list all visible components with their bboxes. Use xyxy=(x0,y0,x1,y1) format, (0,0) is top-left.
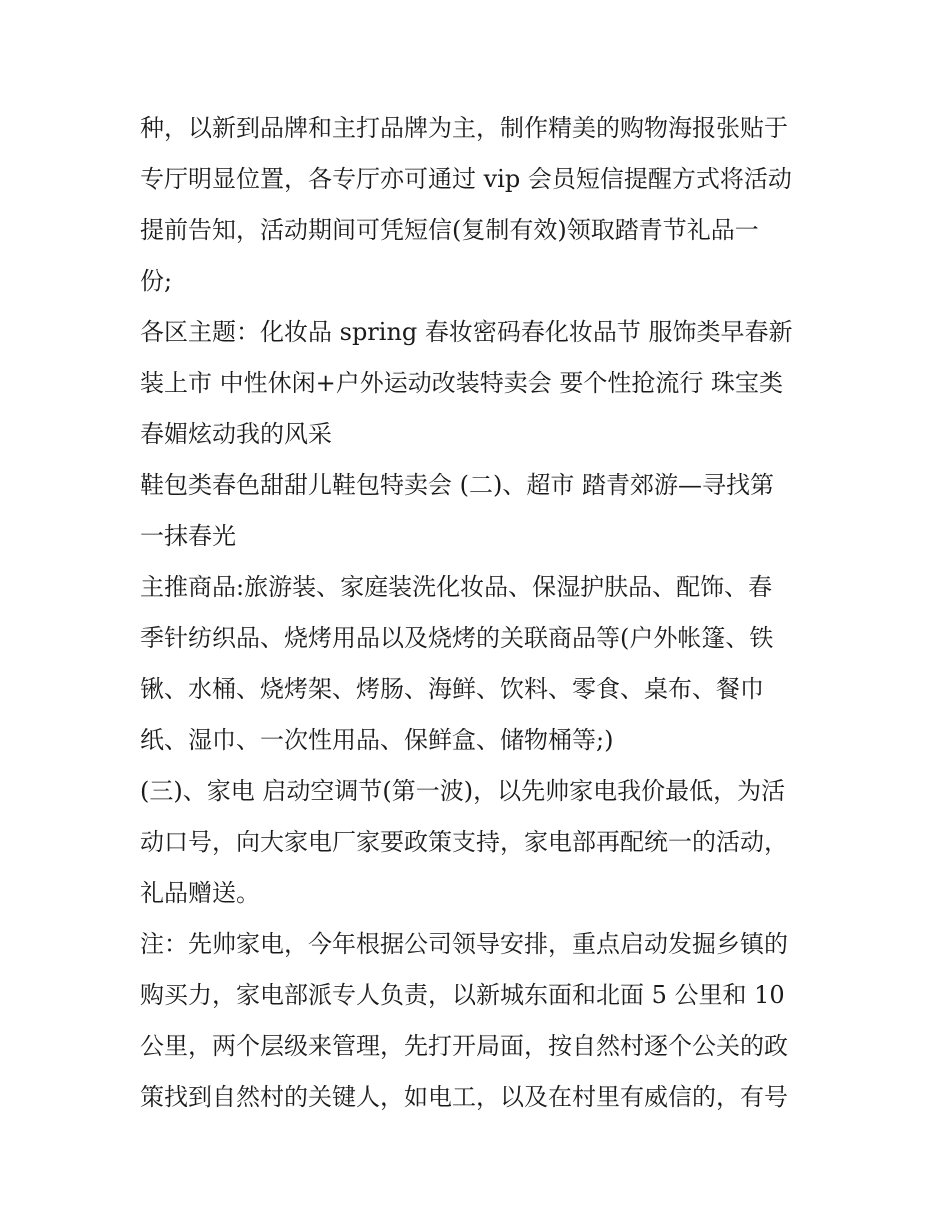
text-line: 锹、水桶、烧烤架、烤肠、海鲜、饮料、零食、桌布、餐巾 xyxy=(140,675,764,703)
text-line: 主推商品:旅游装、家庭装洗化妆品、保湿护肤品、配饰、春 xyxy=(140,573,773,601)
text-line: 提前告知，活动期间可凭短信(复制有效)领取踏青节礼品一 xyxy=(140,216,759,244)
text-line: 一抹春光 xyxy=(140,522,236,550)
text-line: 春媚炫动我的风采 xyxy=(140,420,332,448)
text-line: 注：先帅家电，今年根据公司领导安排，重点启动发掘乡镇的 xyxy=(140,930,788,958)
text-line: 各区主题：化妆品 spring 春妆密码春化妆品节 服饰类早春新 xyxy=(140,318,793,346)
text-line: 装上市 中性休闲+户外运动改装特卖会 要个性抢流行 珠宝类 xyxy=(140,369,783,397)
text-line: 专厅明显位置，各专厅亦可通过 vip 会员短信提醒方式将活动 xyxy=(140,165,792,193)
text-line: 购买力，家电部派专人负责，以新城东面和北面 5 公里和 10 xyxy=(140,981,785,1009)
text-line: 礼品赠送。 xyxy=(140,879,260,907)
text-line: 纸、湿巾、一次性用品、保鲜盒、储物桶等;) xyxy=(140,726,614,754)
text-line: 季针纺织品、烧烤用品以及烧烤的关联商品等(户外帐篷、铁 xyxy=(140,624,774,652)
text-line: 公里，两个层级来管理，先打开局面，按自然村逐个公关的政 xyxy=(140,1032,788,1060)
text-line: 份; xyxy=(140,267,173,295)
text-line: (三)、家电 启动空调节(第一波)，以先帅家电我价最低，为活 xyxy=(140,777,786,805)
text-line: 策找到自然村的关键人，如电工，以及在村里有威信的，有号 xyxy=(140,1083,788,1111)
text-line: 动口号，向大家电厂家要政策支持，家电部再配统一的活动， xyxy=(140,828,788,856)
document-body xyxy=(140,108,820,1128)
text-line: 种，以新到品牌和主打品牌为主，制作精美的购物海报张贴于 xyxy=(140,114,788,142)
text-line: 鞋包类春色甜甜儿鞋包特卖会 (二)、超市 踏青郊游—寻找第 xyxy=(140,471,774,499)
